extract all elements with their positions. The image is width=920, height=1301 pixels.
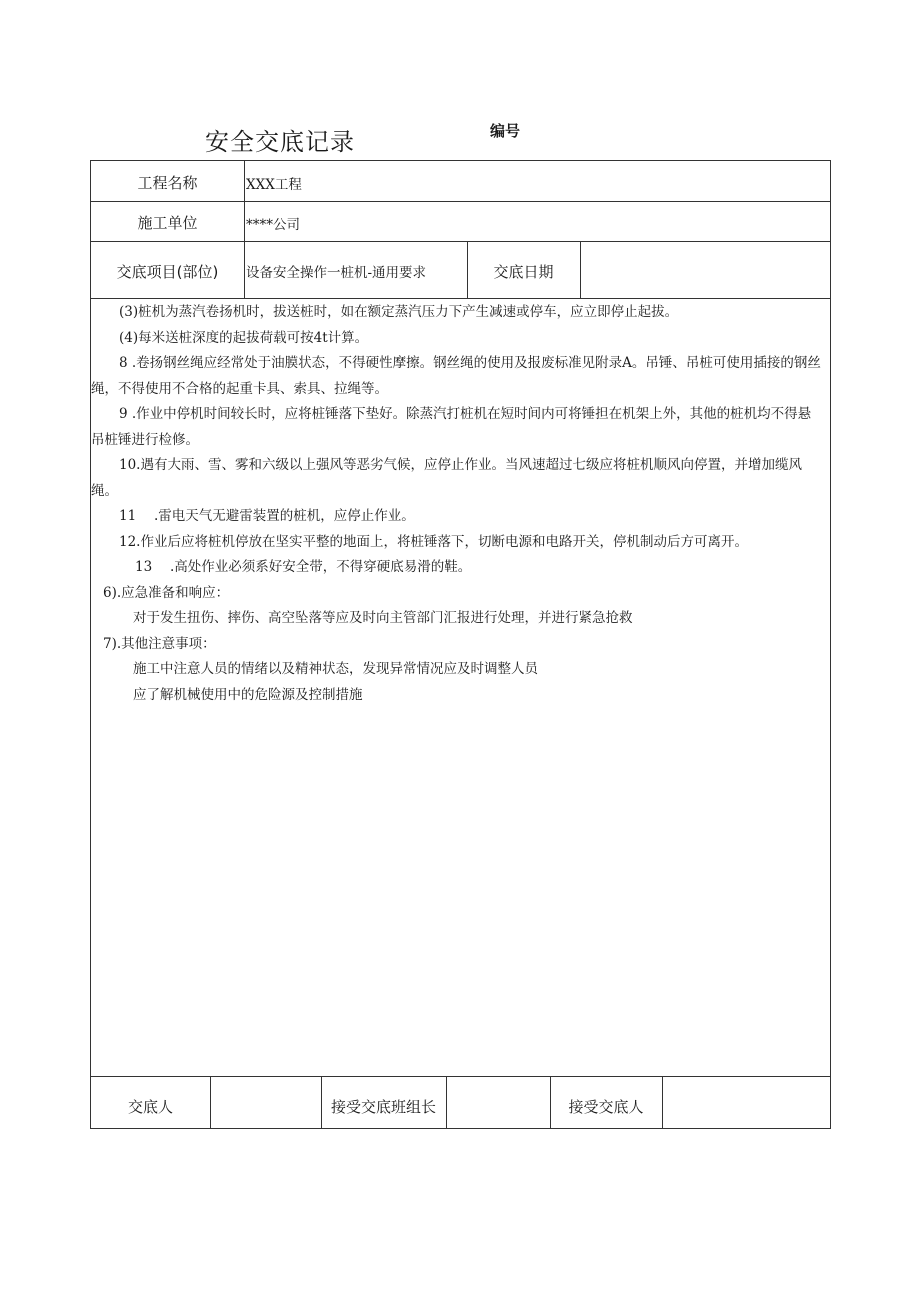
column-divider bbox=[446, 1076, 447, 1128]
content-paragraph: 应了解机械使用中的危险源及控制措施 bbox=[133, 686, 363, 703]
page-title: 安全交底记录 bbox=[205, 128, 355, 156]
serial-number-label: 编号 bbox=[490, 122, 521, 140]
construction-unit-value[interactable]: ****公司 bbox=[246, 217, 300, 233]
section-heading: 7).其他注意事项： bbox=[103, 635, 216, 652]
discloser-label: 交底人 bbox=[127, 1098, 173, 1116]
disclosure-item-value[interactable]: 设备安全操作一桩机-通用要求 bbox=[246, 265, 427, 281]
row-divider bbox=[91, 201, 830, 202]
content-paragraph: 施工中注意人员的情绪以及精神状态，发现异常情况应及时调整人员 bbox=[133, 661, 538, 677]
content-paragraph: (4)每米送桩深度的起拔荷载可按4t计算。 bbox=[119, 329, 369, 346]
section-heading: 6).应急准备和响应： bbox=[103, 584, 230, 601]
content-paragraph: 9 .作业中停机时间较长时，应将桩锤落下垫好。除蒸汽打桩机在短时间内可将锤担在机架上外，其他的桩机均不得悬吊桩锤进行检修。 bbox=[91, 406, 812, 448]
disclosure-item-label: 交底项目(部位) bbox=[116, 263, 219, 281]
project-name-value[interactable]: XXX工程 bbox=[246, 177, 302, 193]
content-paragraph: 10.遇有大雨、雪、雾和六级以上强风等恶劣气候，应停止作业。当风速超过七级应将桩机顺风向停置，并增加缆风绳。 bbox=[91, 457, 802, 499]
team-leader-label: 接受交底班组长 bbox=[330, 1098, 436, 1116]
row-divider bbox=[91, 298, 830, 299]
disclosure-form bbox=[90, 160, 831, 1129]
column-divider bbox=[210, 1076, 211, 1128]
content-paragraph: (3)桩机为蒸汽卷扬机时，拔送桩时，如在额定蒸汽压力下产生减速或停车，应立即停止起拔。 bbox=[119, 304, 679, 320]
content-paragraph: 12.作业后应将桩机停放在坚实平整的地面上，将桩锤落下，切断电源和电路开关，停机制动后方可离开。 bbox=[119, 533, 748, 550]
construction-unit-label: 施工单位 bbox=[137, 214, 198, 232]
column-divider bbox=[244, 161, 245, 298]
disclosure-date-label: 交底日期 bbox=[493, 263, 554, 281]
column-divider bbox=[580, 241, 581, 298]
row-divider bbox=[91, 241, 830, 242]
project-name-label: 工程名称 bbox=[137, 174, 198, 192]
disclosure-content bbox=[91, 300, 830, 708]
receiver-label: 接受交底人 bbox=[568, 1098, 644, 1116]
content-paragraph: 13 .高处作业必须系好安全带，不得穿硬底易滑的鞋。 bbox=[135, 559, 472, 575]
content-paragraph: 8 .卷扬钢丝绳应经常处于油膜状态，不得硬性摩擦。钢丝绳的使用及报废标准见附录A。吊锤、吊桩可使用插接的钢丝绳，不得使用不合格的起重卡具、索具、拉绳等。 bbox=[91, 355, 821, 397]
row-divider bbox=[91, 1076, 830, 1077]
column-divider bbox=[662, 1076, 663, 1128]
content-paragraph: 11 .雷电天气无避雷装置的桩机，应停止作业。 bbox=[119, 508, 415, 524]
content-paragraph: 对于发生扭伤、摔伤、高空坠落等应及时向主管部门汇报进行处理，并进行紧急抢救 bbox=[133, 610, 633, 626]
